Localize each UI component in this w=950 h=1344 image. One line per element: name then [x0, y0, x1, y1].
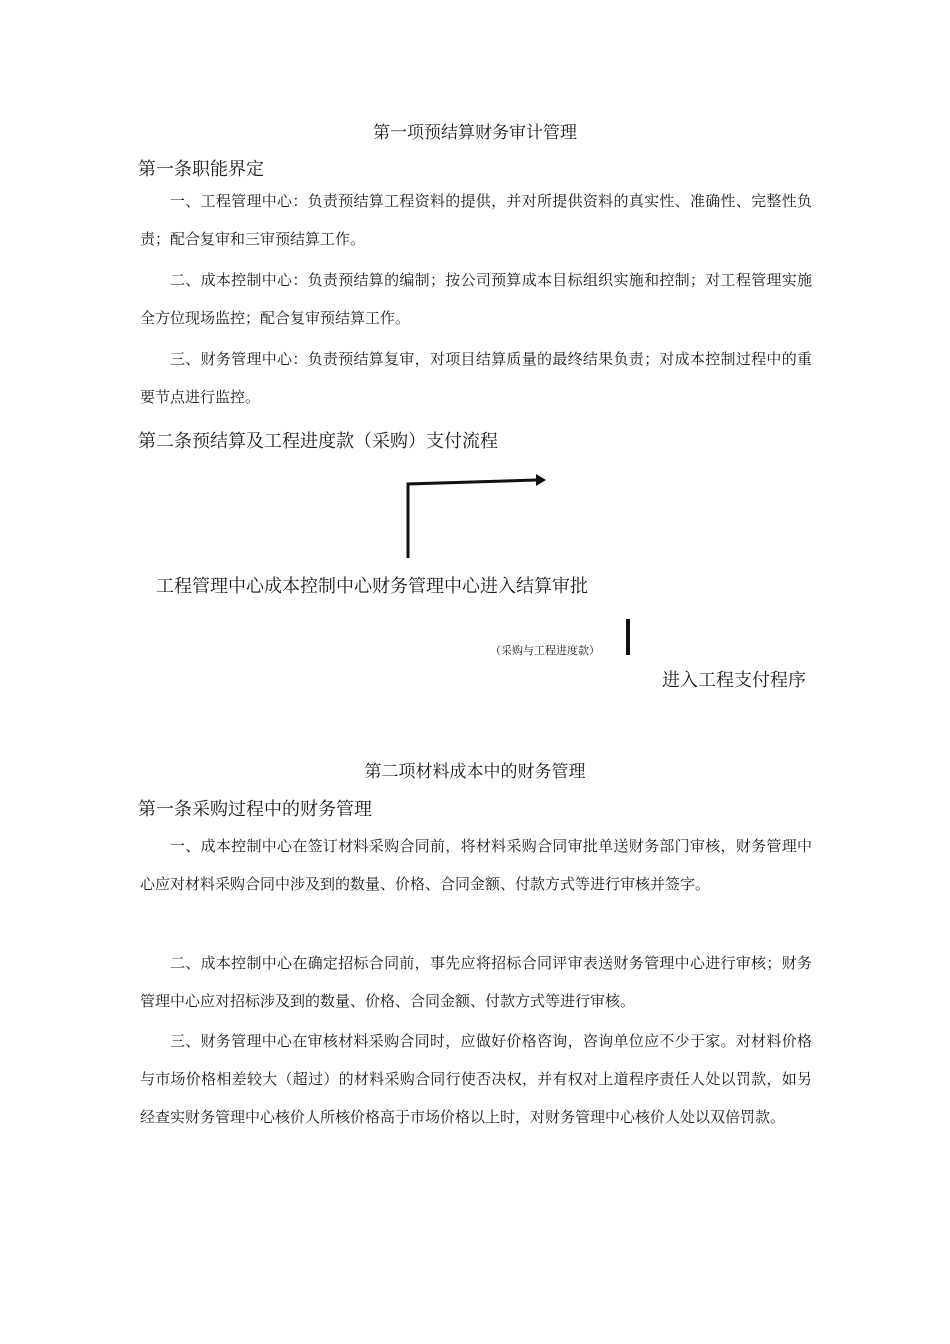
article1-heading: 第一条职能界定 — [138, 159, 264, 180]
flow-arrow — [400, 470, 560, 565]
flow-main-text: 工程管理中心成本控制中心财务管理中心进入结算审批 — [156, 576, 588, 597]
paragraph: 二、成本控制中心：负责预结算的编制；按公司预算成本目标组织实施和控制；对工程管理实施全方位现场监控；配合复审预结算工作。 — [140, 271, 812, 327]
section2-article1-heading: 第一条采购过程中的财务管理 — [138, 799, 372, 820]
paragraph: 一、成本控制中心在签订材料采购合同前，将材料采购合同审批单送财务部门审核，财务管理中心应对材料采购合同中涉及到的数量、价格、合同金额、付款方式等进行审核并签字。 — [140, 837, 812, 893]
paragraph: 二、成本控制中心在确定招标合同前，事先应将招标合同评审表送财务管理中心进行审核；财务管理中心应对招标涉及到的数量、价格、合同金额、付款方式等进行审核。 — [140, 954, 812, 1010]
paragraph: 一、工程管理中心：负责预结算工程资料的提供，并对所提供资料的真实性、准确性、完整性负责；配合复审和三审预结算工作。 — [140, 192, 812, 248]
paragraph: 三、财务管理中心：负责预结算复审，对项目结算质量的最终结果负责；对成本控制过程中的重要节点进行监控。 — [140, 350, 812, 406]
arrow-head-icon — [536, 474, 546, 486]
section1-title: 第一项预结算财务审计管理 — [373, 123, 577, 143]
article2-heading: 第二条预结算及工程进度款（采购）支付流程 — [138, 431, 498, 452]
section2-title: 第二项材料成本中的财务管理 — [364, 762, 586, 782]
flow-connector — [626, 619, 630, 655]
flow-note: （采购与工程进度款） — [490, 644, 600, 657]
paragraph: 三、财务管理中心在审核材料采购合同时，应做好价格咨询，咨询单位应不少于家。对材料价格与市场价格相差较大（超过）的材料采购合同行使否决权，并有权对上道程序责任人处以罚款，如另经查实财务管理中心核价人所核价格高于市场价格以上时，对财务管理中心核价人处以双倍罚款。 — [140, 1032, 812, 1126]
flow-end-text: 进入工程支付程序 — [662, 670, 806, 691]
